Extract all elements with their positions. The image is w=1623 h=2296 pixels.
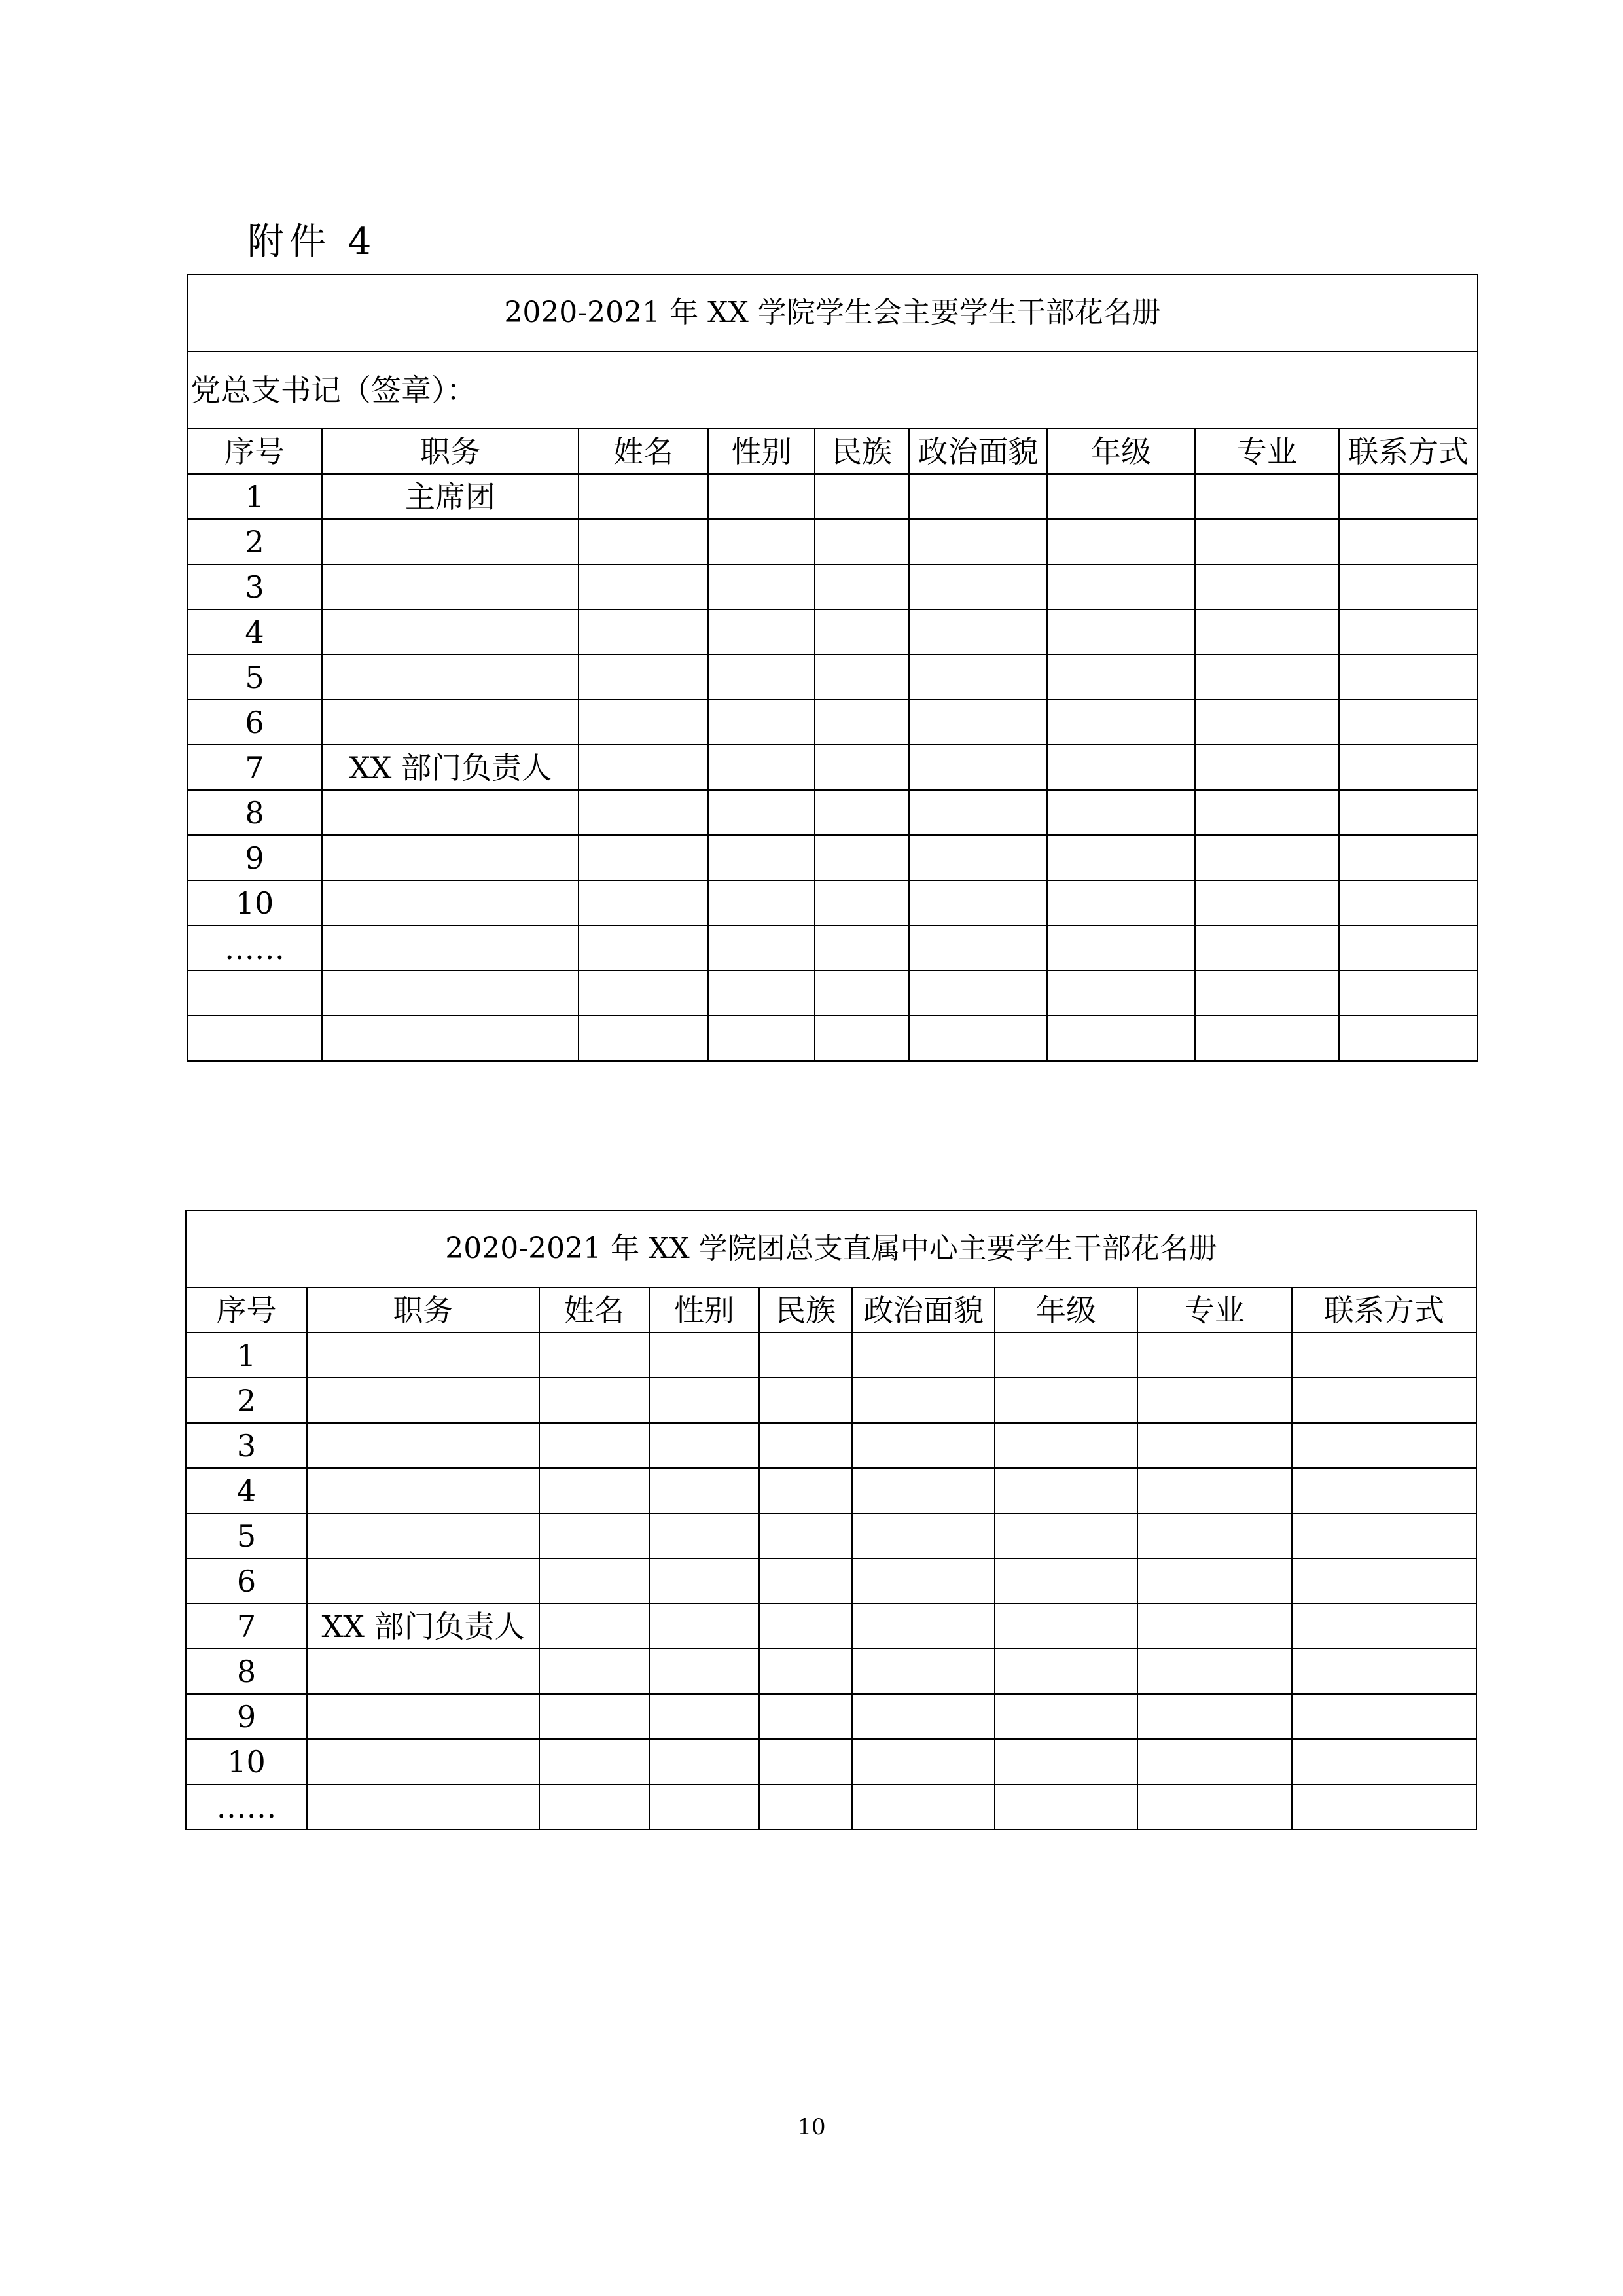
position-cell: [307, 1378, 539, 1423]
header-cell: 职务: [322, 429, 579, 474]
table-row: [187, 971, 1478, 1016]
empty-cell[interactable]: [995, 1378, 1137, 1423]
empty-cell[interactable]: [995, 1333, 1137, 1378]
empty-cell[interactable]: [708, 925, 815, 971]
position-cell: [307, 1694, 539, 1739]
empty-cell[interactable]: [1137, 1468, 1292, 1513]
row-number-cell: 2: [186, 1378, 307, 1423]
position-cell: [307, 1468, 539, 1513]
empty-cell[interactable]: [1339, 1016, 1478, 1061]
table-row: [187, 790, 1478, 835]
empty-cell[interactable]: [909, 971, 1047, 1016]
empty-cell[interactable]: [995, 1558, 1137, 1604]
empty-cell[interactable]: [1292, 1423, 1476, 1468]
table-row: [186, 1739, 1476, 1784]
empty-cell[interactable]: [1195, 474, 1339, 519]
empty-cell[interactable]: [579, 564, 708, 609]
row-number-cell: 5: [186, 1513, 307, 1558]
empty-cell[interactable]: [759, 1739, 852, 1784]
empty-cell[interactable]: [649, 1739, 759, 1784]
position-cell: [322, 971, 579, 1016]
row-number-cell: 7: [187, 745, 322, 790]
empty-cell[interactable]: [1339, 835, 1478, 880]
table-row: [187, 474, 1478, 519]
empty-cell[interactable]: [1195, 609, 1339, 655]
empty-cell[interactable]: [1195, 790, 1339, 835]
row-number-cell: 4: [187, 609, 322, 655]
row-number-cell: 9: [186, 1694, 307, 1739]
empty-cell[interactable]: [852, 1694, 995, 1739]
empty-cell[interactable]: [649, 1468, 759, 1513]
empty-cell[interactable]: [1195, 655, 1339, 700]
position-cell: 主席团: [322, 474, 579, 519]
empty-cell[interactable]: [852, 1649, 995, 1694]
empty-cell[interactable]: [852, 1333, 995, 1378]
table-row: [187, 1016, 1478, 1061]
row-number-cell: 3: [186, 1423, 307, 1468]
empty-cell[interactable]: [539, 1558, 649, 1604]
empty-cell[interactable]: [909, 474, 1047, 519]
row-number-cell: ……: [187, 925, 322, 971]
empty-cell[interactable]: [579, 835, 708, 880]
empty-cell[interactable]: [759, 1784, 852, 1829]
empty-cell[interactable]: [1195, 745, 1339, 790]
empty-cell[interactable]: [1339, 971, 1478, 1016]
empty-cell[interactable]: [708, 655, 815, 700]
header-cell: 联系方式: [1339, 429, 1478, 474]
empty-cell[interactable]: [1195, 700, 1339, 745]
empty-cell[interactable]: [539, 1694, 649, 1739]
league-branch-roster-table: [185, 1210, 1477, 1830]
empty-cell[interactable]: [649, 1784, 759, 1829]
empty-cell[interactable]: [649, 1378, 759, 1423]
row-number-cell: [187, 1016, 322, 1061]
empty-cell[interactable]: [1047, 925, 1195, 971]
table-row: [187, 835, 1478, 880]
empty-cell[interactable]: [579, 1016, 708, 1061]
table-row: [186, 1604, 1476, 1649]
empty-cell[interactable]: [708, 835, 815, 880]
table-row: [186, 1423, 1476, 1468]
position-cell: [322, 790, 579, 835]
empty-cell[interactable]: [909, 1016, 1047, 1061]
position-cell: [322, 925, 579, 971]
table-title: 2020-2021 年 XX 学院学生会主要学生干部花名册: [187, 274, 1478, 351]
empty-cell[interactable]: [649, 1423, 759, 1468]
empty-cell[interactable]: [815, 564, 909, 609]
header-cell: 序号: [187, 429, 322, 474]
signature-line: 党总支书记（签章）：: [187, 351, 1478, 429]
table-title: 2020-2021 年 XX 学院团总支直属中心主要学生干部花名册: [186, 1210, 1476, 1287]
header-cell: 序号: [186, 1287, 307, 1333]
table-row: [187, 655, 1478, 700]
empty-cell[interactable]: [539, 1423, 649, 1468]
row-number-cell: 10: [186, 1739, 307, 1784]
empty-cell[interactable]: [579, 790, 708, 835]
empty-cell[interactable]: [1339, 925, 1478, 971]
empty-cell[interactable]: [815, 1016, 909, 1061]
empty-cell[interactable]: [1137, 1649, 1292, 1694]
empty-cell[interactable]: [1137, 1739, 1292, 1784]
empty-cell[interactable]: [909, 745, 1047, 790]
empty-cell[interactable]: [579, 519, 708, 564]
empty-cell[interactable]: [708, 609, 815, 655]
empty-cell[interactable]: [539, 1649, 649, 1694]
empty-cell[interactable]: [579, 700, 708, 745]
empty-cell[interactable]: [1047, 790, 1195, 835]
empty-cell[interactable]: [815, 474, 909, 519]
position-cell: [322, 1016, 579, 1061]
table-row: [187, 880, 1478, 925]
empty-cell[interactable]: [852, 1739, 995, 1784]
empty-cell[interactable]: [539, 1333, 649, 1378]
empty-cell[interactable]: [852, 1513, 995, 1558]
empty-cell[interactable]: [1339, 880, 1478, 925]
empty-cell[interactable]: [759, 1333, 852, 1378]
empty-cell[interactable]: [649, 1558, 759, 1604]
header-cell: 年级: [995, 1287, 1137, 1333]
empty-cell[interactable]: [995, 1468, 1137, 1513]
empty-cell[interactable]: [1339, 790, 1478, 835]
empty-cell[interactable]: [995, 1739, 1137, 1784]
empty-cell[interactable]: [909, 564, 1047, 609]
empty-cell[interactable]: [708, 564, 815, 609]
position-cell: [322, 564, 579, 609]
header-cell: 联系方式: [1292, 1287, 1476, 1333]
row-number-cell: 7: [186, 1604, 307, 1649]
position-cell: XX 部门负责人: [307, 1604, 539, 1649]
table-row: [187, 700, 1478, 745]
empty-cell[interactable]: [1292, 1468, 1476, 1513]
empty-cell[interactable]: [1195, 880, 1339, 925]
empty-cell[interactable]: [539, 1604, 649, 1649]
table-row: [186, 1784, 1476, 1829]
empty-cell[interactable]: [579, 880, 708, 925]
empty-cell[interactable]: [1047, 745, 1195, 790]
empty-cell[interactable]: [852, 1423, 995, 1468]
table-row: [186, 1378, 1476, 1423]
empty-cell[interactable]: [708, 880, 815, 925]
empty-cell[interactable]: [579, 609, 708, 655]
empty-cell[interactable]: [815, 835, 909, 880]
empty-cell[interactable]: [759, 1468, 852, 1513]
empty-cell[interactable]: [1292, 1513, 1476, 1558]
empty-cell[interactable]: [995, 1423, 1137, 1468]
position-cell: [322, 835, 579, 880]
position-cell: [307, 1558, 539, 1604]
empty-cell[interactable]: [1047, 655, 1195, 700]
empty-cell[interactable]: [759, 1649, 852, 1694]
row-number-cell: 8: [187, 790, 322, 835]
empty-cell[interactable]: [579, 474, 708, 519]
header-cell: 专业: [1137, 1287, 1292, 1333]
position-cell: [322, 880, 579, 925]
table-row: [187, 925, 1478, 971]
empty-cell[interactable]: [1292, 1694, 1476, 1739]
empty-cell[interactable]: [852, 1604, 995, 1649]
empty-cell[interactable]: [649, 1513, 759, 1558]
empty-cell[interactable]: [708, 519, 815, 564]
row-number-cell: 1: [186, 1333, 307, 1378]
row-number-cell: [187, 971, 322, 1016]
empty-cell[interactable]: [1047, 1016, 1195, 1061]
header-cell: 性别: [649, 1287, 759, 1333]
empty-cell[interactable]: [995, 1784, 1137, 1829]
row-number-cell: 5: [187, 655, 322, 700]
empty-cell[interactable]: [1292, 1784, 1476, 1829]
empty-cell[interactable]: [909, 700, 1047, 745]
position-cell: [307, 1739, 539, 1784]
header-cell: 年级: [1047, 429, 1195, 474]
empty-cell[interactable]: [708, 745, 815, 790]
header-cell: 民族: [759, 1287, 852, 1333]
empty-cell[interactable]: [539, 1513, 649, 1558]
empty-cell[interactable]: [815, 971, 909, 1016]
table-row: [186, 1649, 1476, 1694]
empty-cell[interactable]: [1292, 1604, 1476, 1649]
row-number-cell: 9: [187, 835, 322, 880]
table-row: [186, 1468, 1476, 1513]
header-cell: 专业: [1195, 429, 1339, 474]
empty-cell[interactable]: [909, 519, 1047, 564]
empty-cell[interactable]: [579, 745, 708, 790]
position-cell: [307, 1423, 539, 1468]
empty-cell[interactable]: [995, 1604, 1137, 1649]
header-cell: 性别: [708, 429, 815, 474]
position-cell: [307, 1649, 539, 1694]
empty-cell[interactable]: [909, 880, 1047, 925]
empty-cell[interactable]: [852, 1378, 995, 1423]
empty-cell[interactable]: [995, 1694, 1137, 1739]
position-cell: [307, 1784, 539, 1829]
row-number-cell: 6: [186, 1558, 307, 1604]
empty-cell[interactable]: [815, 880, 909, 925]
empty-cell[interactable]: [1339, 655, 1478, 700]
empty-cell[interactable]: [649, 1694, 759, 1739]
table-row: [186, 1694, 1476, 1739]
empty-cell[interactable]: [1137, 1423, 1292, 1468]
empty-cell[interactable]: [759, 1558, 852, 1604]
empty-cell[interactable]: [1195, 835, 1339, 880]
empty-cell[interactable]: [852, 1468, 995, 1513]
empty-cell[interactable]: [815, 519, 909, 564]
empty-cell[interactable]: [909, 835, 1047, 880]
attachment-label: 附件 4: [247, 221, 377, 263]
empty-cell[interactable]: [579, 655, 708, 700]
empty-cell[interactable]: [708, 790, 815, 835]
row-number-cell: 2: [187, 519, 322, 564]
empty-cell[interactable]: [1047, 519, 1195, 564]
empty-cell[interactable]: [708, 700, 815, 745]
empty-cell[interactable]: [909, 609, 1047, 655]
table-row: [187, 609, 1478, 655]
empty-cell[interactable]: [1339, 474, 1478, 519]
empty-cell[interactable]: [759, 1423, 852, 1468]
empty-cell[interactable]: [1047, 835, 1195, 880]
empty-cell[interactable]: [1047, 880, 1195, 925]
table-row: [187, 519, 1478, 564]
empty-cell[interactable]: [815, 700, 909, 745]
row-number-cell: ……: [186, 1784, 307, 1829]
empty-cell[interactable]: [649, 1649, 759, 1694]
empty-cell[interactable]: [759, 1694, 852, 1739]
empty-cell[interactable]: [1339, 564, 1478, 609]
table-row: [187, 745, 1478, 790]
empty-cell[interactable]: [1339, 700, 1478, 745]
empty-cell[interactable]: [759, 1604, 852, 1649]
empty-cell[interactable]: [1047, 971, 1195, 1016]
empty-cell[interactable]: [539, 1378, 649, 1423]
header-cell: 政治面貌: [909, 429, 1047, 474]
position-cell: XX 部门负责人: [322, 745, 579, 790]
empty-cell[interactable]: [539, 1739, 649, 1784]
empty-cell[interactable]: [759, 1513, 852, 1558]
empty-cell[interactable]: [579, 971, 708, 1016]
empty-cell[interactable]: [1137, 1694, 1292, 1739]
row-number-cell: 4: [186, 1468, 307, 1513]
empty-cell[interactable]: [1195, 519, 1339, 564]
empty-cell[interactable]: [539, 1468, 649, 1513]
header-cell: 政治面貌: [852, 1287, 995, 1333]
position-cell: [322, 519, 579, 564]
position-cell: [307, 1333, 539, 1378]
header-cell: 职务: [307, 1287, 539, 1333]
empty-cell[interactable]: [1047, 474, 1195, 519]
row-number-cell: 6: [187, 700, 322, 745]
page-number: 10: [797, 2114, 826, 2140]
empty-cell[interactable]: [1292, 1739, 1476, 1784]
empty-cell[interactable]: [539, 1784, 649, 1829]
empty-cell[interactable]: [1137, 1558, 1292, 1604]
table-row: [186, 1558, 1476, 1604]
empty-cell[interactable]: [1195, 971, 1339, 1016]
position-cell: [322, 700, 579, 745]
empty-cell[interactable]: [1195, 1016, 1339, 1061]
empty-cell[interactable]: [1339, 519, 1478, 564]
empty-cell[interactable]: [995, 1649, 1137, 1694]
header-row: [186, 1287, 1476, 1333]
header-cell: 民族: [815, 429, 909, 474]
empty-cell[interactable]: [815, 925, 909, 971]
position-cell: [322, 609, 579, 655]
empty-cell[interactable]: [815, 790, 909, 835]
empty-cell[interactable]: [708, 474, 815, 519]
empty-cell[interactable]: [1292, 1333, 1476, 1378]
empty-cell[interactable]: [1137, 1378, 1292, 1423]
empty-cell[interactable]: [579, 925, 708, 971]
empty-cell[interactable]: [1047, 564, 1195, 609]
table-row: [186, 1333, 1476, 1378]
student-union-roster-table: [187, 274, 1478, 1062]
empty-cell[interactable]: [1047, 700, 1195, 745]
empty-cell[interactable]: [649, 1604, 759, 1649]
empty-cell[interactable]: [995, 1513, 1137, 1558]
empty-cell[interactable]: [708, 971, 815, 1016]
empty-cell[interactable]: [1292, 1558, 1476, 1604]
row-number-cell: 3: [187, 564, 322, 609]
empty-cell[interactable]: [815, 745, 909, 790]
table-row: [186, 1513, 1476, 1558]
header-cell: 姓名: [579, 429, 708, 474]
empty-cell[interactable]: [708, 1016, 815, 1061]
position-cell: [322, 655, 579, 700]
empty-cell[interactable]: [1195, 564, 1339, 609]
empty-cell[interactable]: [759, 1378, 852, 1423]
empty-cell[interactable]: [852, 1784, 995, 1829]
empty-cell[interactable]: [1195, 925, 1339, 971]
empty-cell[interactable]: [1292, 1649, 1476, 1694]
empty-cell[interactable]: [1137, 1604, 1292, 1649]
empty-cell[interactable]: [1339, 745, 1478, 790]
empty-cell[interactable]: [815, 655, 909, 700]
empty-cell[interactable]: [1292, 1378, 1476, 1423]
empty-cell[interactable]: [1137, 1333, 1292, 1378]
empty-cell[interactable]: [909, 655, 1047, 700]
header-row: [187, 429, 1478, 474]
row-number-cell: 10: [187, 880, 322, 925]
empty-cell[interactable]: [1339, 609, 1478, 655]
table-row: [187, 564, 1478, 609]
row-number-cell: 1: [187, 474, 322, 519]
empty-cell[interactable]: [909, 925, 1047, 971]
header-cell: 姓名: [539, 1287, 649, 1333]
empty-cell[interactable]: [815, 609, 909, 655]
empty-cell[interactable]: [1137, 1513, 1292, 1558]
empty-cell[interactable]: [649, 1333, 759, 1378]
position-cell: [307, 1513, 539, 1558]
empty-cell[interactable]: [852, 1558, 995, 1604]
empty-cell[interactable]: [1137, 1784, 1292, 1829]
empty-cell[interactable]: [909, 790, 1047, 835]
row-number-cell: 8: [186, 1649, 307, 1694]
empty-cell[interactable]: [1047, 609, 1195, 655]
